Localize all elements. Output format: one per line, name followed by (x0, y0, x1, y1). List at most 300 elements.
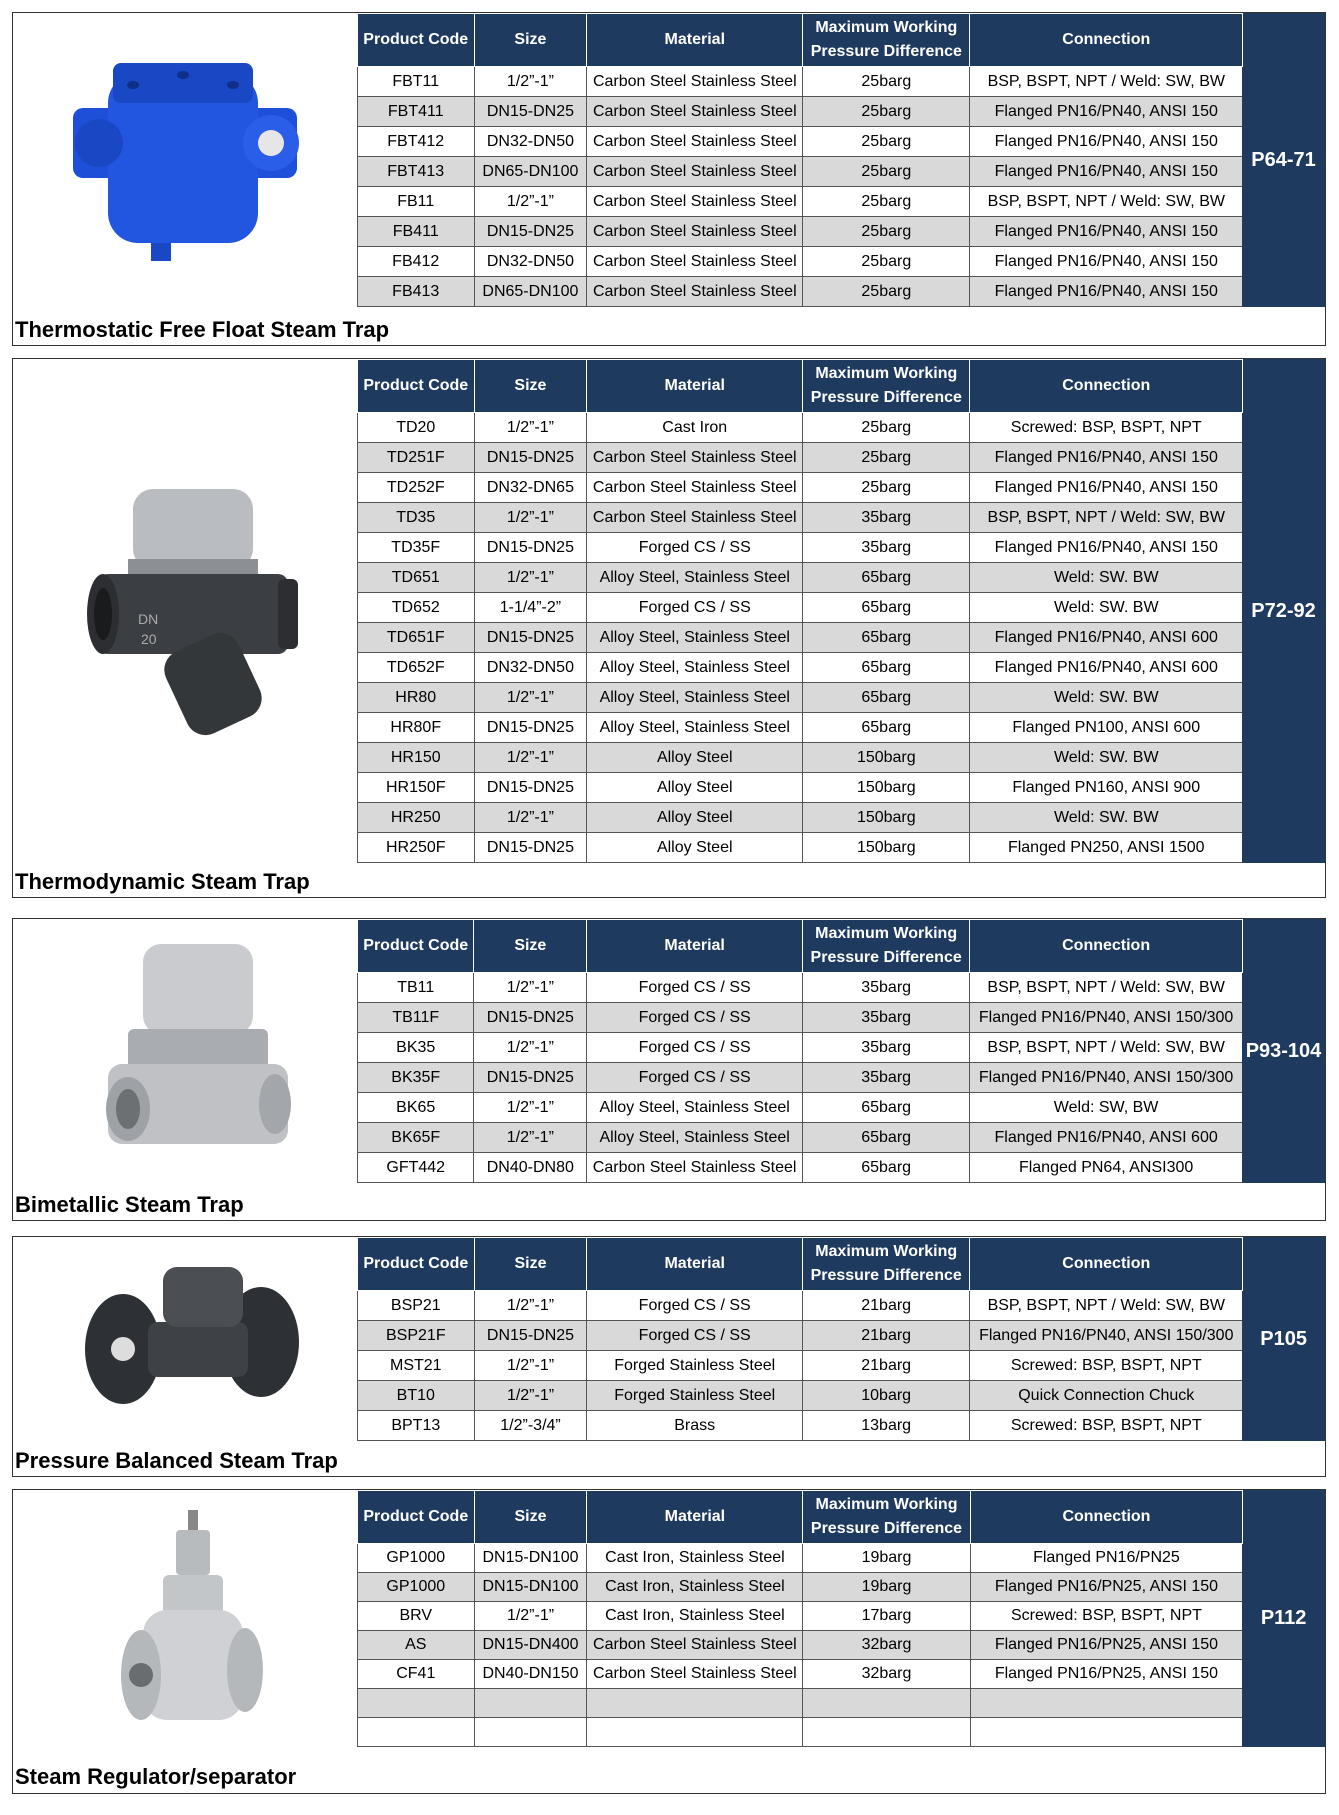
pressure-cell: 65barg (803, 1123, 970, 1153)
product-code-cell (358, 1718, 475, 1747)
header-material: Material (587, 1491, 803, 1544)
pressure-cell: 35barg (803, 533, 970, 563)
section-regulator (12, 1489, 1326, 1794)
pressure-cell: 35barg (803, 973, 970, 1003)
table-row (358, 773, 1325, 803)
product-table (357, 1237, 1325, 1441)
table-row (358, 1321, 1325, 1351)
connection-cell: BSP, BSPT, NPT / Weld: SW, BW (970, 1291, 1243, 1321)
size-cell: DN15-DN100 (474, 1544, 587, 1573)
product-code-cell: TD35 (358, 503, 475, 533)
table-row (358, 1544, 1325, 1573)
product-code-cell: CF41 (358, 1660, 475, 1689)
connection-cell (970, 1689, 1243, 1718)
pressure-cell: 25barg (803, 413, 970, 443)
product-code-cell: FB413 (358, 277, 475, 307)
size-cell: 1/2”-1” (474, 803, 587, 833)
pressure-cell: 21barg (803, 1291, 970, 1321)
material-cell: Forged CS / SS (587, 1291, 803, 1321)
table-row (358, 473, 1325, 503)
pressure-cell: 65barg (803, 683, 970, 713)
table-row (358, 1631, 1325, 1660)
table-row (358, 1291, 1325, 1321)
product-table (357, 919, 1325, 1183)
spec-table (357, 919, 1325, 1183)
table-header-row (358, 14, 1325, 67)
material-cell: Cast Iron, Stainless Steel (587, 1573, 803, 1602)
size-cell: 1/2”-1” (474, 1381, 587, 1411)
material-cell: Carbon Steel Stainless Steel (587, 67, 803, 97)
page-reference: P72-92 (1243, 360, 1325, 863)
spec-table (357, 13, 1325, 307)
header-product-code: Product Code (358, 1491, 475, 1544)
size-cell: 1/2”-1” (474, 973, 587, 1003)
table-row (358, 187, 1325, 217)
section-free-float (12, 12, 1326, 346)
product-code-cell: BPT13 (358, 1411, 475, 1441)
connection-cell: Flanged PN16/PN40, ANSI 150 (970, 443, 1243, 473)
material-cell: Carbon Steel Stainless Steel (587, 503, 803, 533)
table-row (358, 67, 1325, 97)
size-cell: 1/2”-1” (474, 1602, 587, 1631)
header-connection: Connection (970, 1238, 1243, 1291)
product-code-cell: MST21 (358, 1351, 475, 1381)
product-code-cell: TD35F (358, 533, 475, 563)
connection-cell: Flanged PN64, ANSI300 (970, 1153, 1243, 1183)
pressure-cell: 32barg (803, 1660, 970, 1689)
pressure-cell: 35barg (803, 1033, 970, 1063)
size-cell: DN15-DN25 (474, 713, 587, 743)
connection-cell: BSP, BSPT, NPT / Weld: SW, BW (970, 67, 1243, 97)
connection-cell: Weld: SW. BW (970, 563, 1243, 593)
connection-cell: Screwed: BSP, BSPT, NPT (970, 413, 1243, 443)
section-title: Thermodynamic Steam Trap (15, 869, 310, 894)
material-cell: Cast Iron, Stainless Steel (587, 1602, 803, 1631)
table-row (358, 1093, 1325, 1123)
product-code-cell: HR250F (358, 833, 475, 863)
pressure-cell: 21barg (803, 1351, 970, 1381)
size-cell: DN15-DN25 (474, 1003, 587, 1033)
table-row (358, 247, 1325, 277)
material-cell: Alloy Steel (587, 803, 803, 833)
connection-cell (970, 1718, 1243, 1747)
size-cell (474, 1718, 587, 1747)
header-size: Size (474, 1238, 587, 1291)
connection-cell: Screwed: BSP, BSPT, NPT (970, 1602, 1243, 1631)
connection-cell: Flanged PN16/PN40, ANSI 150 (970, 157, 1243, 187)
table-row (358, 1411, 1325, 1441)
connection-cell: BSP, BSPT, NPT / Weld: SW, BW (970, 1033, 1243, 1063)
connection-cell: Flanged PN16/PN40, ANSI 150/300 (970, 1321, 1243, 1351)
size-cell: 1/2”-1” (474, 563, 587, 593)
header-connection: Connection (970, 360, 1243, 413)
product-table (357, 1490, 1325, 1747)
pressure-cell: 19barg (803, 1544, 970, 1573)
pressure-cell: 19barg (803, 1573, 970, 1602)
table-row (358, 1718, 1325, 1747)
table-row (358, 1660, 1325, 1689)
bimetallic-trap-image (13, 919, 357, 1184)
connection-cell: Flanged PN16/PN40, ANSI 600 (970, 623, 1243, 653)
pressure-cell: 25barg (803, 473, 970, 503)
size-cell: 1/2”-1” (474, 743, 587, 773)
pressure-cell: 65barg (803, 653, 970, 683)
connection-cell: Weld: SW. BW (970, 593, 1243, 623)
connection-cell: BSP, BSPT, NPT / Weld: SW, BW (970, 973, 1243, 1003)
material-cell: Forged CS / SS (587, 593, 803, 623)
page-reference: P93-104 (1243, 920, 1325, 1183)
page-reference: P105 (1243, 1238, 1325, 1441)
pressure-cell: 150barg (803, 833, 970, 863)
material-cell: Carbon Steel Stainless Steel (587, 97, 803, 127)
material-cell: Carbon Steel Stainless Steel (587, 443, 803, 473)
product-code-cell: FB11 (358, 187, 475, 217)
product-code-cell: AS (358, 1631, 475, 1660)
material-cell: Forged CS / SS (587, 1033, 803, 1063)
header-connection: Connection (970, 1491, 1243, 1544)
pressure-cell: 17barg (803, 1602, 970, 1631)
section-title: Steam Regulator/separator (15, 1764, 297, 1789)
size-cell: 1-1/4”-2” (474, 593, 587, 623)
size-cell: 1/2”-1” (474, 187, 587, 217)
header-material: Material (587, 1238, 803, 1291)
pressure-cell: 65barg (803, 1093, 970, 1123)
blue-float-trap-image (13, 13, 357, 313)
header-connection: Connection (970, 920, 1243, 973)
table-row (358, 683, 1325, 713)
material-cell: Alloy Steel, Stainless Steel (587, 683, 803, 713)
table-header-row (358, 920, 1325, 973)
product-code-cell: BT10 (358, 1381, 475, 1411)
table-row (358, 1123, 1325, 1153)
steam-regulator-image (13, 1490, 357, 1755)
size-cell: 1/2”-3/4” (474, 1411, 587, 1441)
size-cell: 1/2”-1” (474, 1093, 587, 1123)
table-row (358, 503, 1325, 533)
product-code-cell: HR250 (358, 803, 475, 833)
material-cell: Carbon Steel Stainless Steel (587, 1631, 803, 1660)
pressure-cell: 150barg (803, 743, 970, 773)
size-cell: DN15-DN400 (474, 1631, 587, 1660)
size-cell: 1/2”-1” (474, 1123, 587, 1153)
table-row (358, 277, 1325, 307)
product-code-cell: BK35F (358, 1063, 474, 1093)
pressure-cell: 25barg (803, 443, 970, 473)
material-cell: Carbon Steel Stainless Steel (587, 277, 803, 307)
table-row (358, 1153, 1325, 1183)
header-product-code: Product Code (358, 14, 475, 67)
table-row (358, 1351, 1325, 1381)
header-connection: Connection (970, 14, 1243, 67)
size-cell (474, 1689, 587, 1718)
connection-cell: Flanged PN250, ANSI 1500 (970, 833, 1243, 863)
product-code-cell: FB411 (358, 217, 475, 247)
material-cell: Forged Stainless Steel (587, 1351, 803, 1381)
section-title: Bimetallic Steam Trap (15, 1192, 244, 1217)
table-row (358, 803, 1325, 833)
table-row (358, 593, 1325, 623)
table-header-row (358, 1238, 1325, 1291)
pressure-cell: 35barg (803, 1003, 970, 1033)
material-cell: Carbon Steel Stainless Steel (587, 157, 803, 187)
product-code-cell: FBT413 (358, 157, 475, 187)
table-row (358, 413, 1325, 443)
table-header-row (358, 360, 1325, 413)
product-code-cell: BK65 (358, 1093, 474, 1123)
pressure-cell: 21barg (803, 1321, 970, 1351)
connection-cell: Flanged PN16/PN25 (970, 1544, 1243, 1573)
header-material: Material (587, 920, 803, 973)
table-row (358, 127, 1325, 157)
size-cell: DN15-DN25 (474, 217, 587, 247)
pressure-cell: 65barg (803, 1153, 970, 1183)
product-table (357, 359, 1325, 863)
material-cell: Alloy Steel (587, 833, 803, 863)
size-cell: 1/2”-1” (474, 413, 587, 443)
size-cell: DN15-DN25 (474, 443, 587, 473)
header-pressure: Maximum Working Pressure Difference (803, 360, 970, 413)
product-code-cell: TD252F (358, 473, 475, 503)
pressure-cell: 150barg (803, 773, 970, 803)
material-cell: Alloy Steel, Stainless Steel (587, 1093, 803, 1123)
product-code-cell: GP1000 (358, 1544, 475, 1573)
size-cell: DN32-DN65 (474, 473, 587, 503)
pressure-cell: 65barg (803, 563, 970, 593)
table-row (358, 833, 1325, 863)
connection-cell: Weld: SW. BW (970, 683, 1243, 713)
size-cell: 1/2”-1” (474, 683, 587, 713)
pressure-cell: 25barg (803, 67, 970, 97)
header-product-code: Product Code (358, 920, 474, 973)
size-cell: 1/2”-1” (474, 67, 587, 97)
product-code-cell: TD652 (358, 593, 475, 623)
header-material: Material (587, 360, 803, 413)
material-cell: Alloy Steel, Stainless Steel (587, 713, 803, 743)
size-cell: DN15-DN25 (474, 773, 587, 803)
product-code-cell: TD20 (358, 413, 475, 443)
size-cell: DN15-DN25 (474, 533, 587, 563)
table-row (358, 1003, 1325, 1033)
product-code-cell: BRV (358, 1602, 475, 1631)
connection-cell: Screwed: BSP, BSPT, NPT (970, 1351, 1243, 1381)
size-cell: DN40-DN80 (474, 1153, 587, 1183)
size-cell: 1/2”-1” (474, 1351, 587, 1381)
pressure-cell: 65barg (803, 593, 970, 623)
table-row (358, 1063, 1325, 1093)
table-row (358, 563, 1325, 593)
size-cell: 1/2”-1” (474, 1291, 587, 1321)
product-code-cell: BSP21F (358, 1321, 475, 1351)
table-row (358, 713, 1325, 743)
connection-cell: Flanged PN100, ANSI 600 (970, 713, 1243, 743)
size-cell: DN15-DN25 (474, 1321, 587, 1351)
connection-cell: Flanged PN16/PN40, ANSI 150/300 (970, 1063, 1243, 1093)
header-size: Size (474, 920, 587, 973)
pressure-cell: 25barg (803, 127, 970, 157)
spec-table (357, 1237, 1325, 1441)
connection-cell: Flanged PN16/PN40, ANSI 150 (970, 97, 1243, 127)
material-cell: Carbon Steel Stainless Steel (587, 1660, 803, 1689)
size-cell: DN15-DN25 (474, 623, 587, 653)
material-cell: Cast Iron, Stainless Steel (587, 1544, 803, 1573)
connection-cell: Flanged PN16/PN40, ANSI 150 (970, 533, 1243, 563)
header-material: Material (587, 14, 803, 67)
table-row (358, 97, 1325, 127)
material-cell (587, 1689, 803, 1718)
pressure-cell (803, 1689, 970, 1718)
product-code-cell: BK65F (358, 1123, 474, 1153)
spec-table (357, 1490, 1325, 1747)
pressure-cell (803, 1718, 970, 1747)
product-code-cell: HR80 (358, 683, 475, 713)
table-row (358, 1033, 1325, 1063)
connection-cell: BSP, BSPT, NPT / Weld: SW, BW (970, 187, 1243, 217)
pressure-cell: 35barg (803, 1063, 970, 1093)
connection-cell: Flanged PN16/PN40, ANSI 150 (970, 247, 1243, 277)
svg-text:20: 20 (141, 631, 157, 647)
product-code-cell: HR150 (358, 743, 475, 773)
size-cell: DN65-DN100 (474, 277, 587, 307)
header-size: Size (474, 1491, 587, 1544)
connection-cell: Quick Connection Chuck (970, 1381, 1243, 1411)
product-table (357, 13, 1325, 307)
pressure-cell: 13barg (803, 1411, 970, 1441)
table-row (358, 1689, 1325, 1718)
product-code-cell: FBT11 (358, 67, 475, 97)
pressure-cell: 65barg (803, 623, 970, 653)
connection-cell: Flanged PN16/PN40, ANSI 150 (970, 277, 1243, 307)
connection-cell: Weld: SW. BW (970, 743, 1243, 773)
connection-cell: Flanged PN160, ANSI 900 (970, 773, 1243, 803)
material-cell: Forged CS / SS (587, 973, 803, 1003)
header-size: Size (474, 360, 587, 413)
product-code-cell: TB11 (358, 973, 474, 1003)
product-code-cell: GP1000 (358, 1573, 475, 1602)
section-bimetallic (12, 918, 1326, 1221)
header-pressure: Maximum Working Pressure Difference (803, 1491, 970, 1544)
table-row (358, 623, 1325, 653)
product-code-cell: TD652F (358, 653, 475, 683)
section-thermodynamic (12, 358, 1326, 898)
material-cell: Carbon Steel Stainless Steel (587, 473, 803, 503)
table-row (358, 217, 1325, 247)
table-header-row (358, 1491, 1325, 1544)
svg-text:DN: DN (138, 611, 159, 627)
pressure-cell: 25barg (803, 187, 970, 217)
connection-cell: Flanged PN16/PN40, ANSI 150 (970, 217, 1243, 247)
material-cell: Forged Stainless Steel (587, 1381, 803, 1411)
size-cell: 1/2”-1” (474, 503, 587, 533)
connection-cell: Flanged PN16/PN40, ANSI 150/300 (970, 1003, 1243, 1033)
size-cell: DN40-DN150 (474, 1660, 587, 1689)
material-cell: Forged CS / SS (587, 533, 803, 563)
thermodynamic-trap-image (13, 359, 357, 859)
pressure-balanced-trap-image (13, 1237, 357, 1437)
page-reference: P64-71 (1243, 14, 1325, 307)
header-pressure: Maximum Working Pressure Difference (803, 14, 970, 67)
pressure-cell: 65barg (803, 713, 970, 743)
product-code-cell: BSP21 (358, 1291, 475, 1321)
size-cell: DN32-DN50 (474, 127, 587, 157)
pressure-cell: 25barg (803, 97, 970, 127)
material-cell: Alloy Steel, Stainless Steel (587, 563, 803, 593)
material-cell: Alloy Steel (587, 743, 803, 773)
product-code-cell: FBT412 (358, 127, 475, 157)
pressure-cell: 25barg (803, 157, 970, 187)
section-title: Pressure Balanced Steam Trap (15, 1448, 338, 1473)
connection-cell: Flanged PN16/PN40, ANSI 600 (970, 1123, 1243, 1153)
product-code-cell: BK35 (358, 1033, 474, 1063)
connection-cell: Screwed: BSP, BSPT, NPT (970, 1411, 1243, 1441)
size-cell: DN32-DN50 (474, 653, 587, 683)
table-row (358, 533, 1325, 563)
pressure-cell: 32barg (803, 1631, 970, 1660)
header-product-code: Product Code (358, 1238, 475, 1291)
product-code-cell: FBT411 (358, 97, 475, 127)
pressure-cell: 25barg (803, 277, 970, 307)
section-title: Thermostatic Free Float Steam Trap (15, 317, 390, 342)
material-cell: Alloy Steel, Stainless Steel (587, 623, 803, 653)
connection-cell: Flanged PN16/PN25, ANSI 150 (970, 1573, 1243, 1602)
header-size: Size (474, 14, 587, 67)
pressure-cell: 10barg (803, 1381, 970, 1411)
table-row (358, 1573, 1325, 1602)
product-code-cell: TD651F (358, 623, 475, 653)
spec-table (357, 359, 1325, 863)
pressure-cell: 25barg (803, 247, 970, 277)
material-cell: Carbon Steel Stainless Steel (587, 1153, 803, 1183)
material-cell: Forged CS / SS (587, 1003, 803, 1033)
size-cell: DN65-DN100 (474, 157, 587, 187)
header-product-code: Product Code (358, 360, 475, 413)
product-code-cell: HR80F (358, 713, 475, 743)
material-cell: Carbon Steel Stainless Steel (587, 187, 803, 217)
connection-cell: Weld: SW, BW (970, 1093, 1243, 1123)
size-cell: 1/2”-1” (474, 1033, 587, 1063)
size-cell: DN32-DN50 (474, 247, 587, 277)
material-cell: Forged CS / SS (587, 1063, 803, 1093)
connection-cell: Flanged PN16/PN40, ANSI 150 (970, 473, 1243, 503)
table-row (358, 653, 1325, 683)
table-row (358, 1602, 1325, 1631)
product-code-cell: TD651 (358, 563, 475, 593)
material-cell (587, 1718, 803, 1747)
pressure-cell: 35barg (803, 503, 970, 533)
material-cell: Alloy Steel, Stainless Steel (587, 1123, 803, 1153)
product-code-cell (358, 1689, 475, 1718)
product-code-cell: GFT442 (358, 1153, 474, 1183)
product-code-cell: TB11F (358, 1003, 474, 1033)
table-row (358, 973, 1325, 1003)
size-cell: DN15-DN25 (474, 1063, 587, 1093)
material-cell: Carbon Steel Stainless Steel (587, 217, 803, 247)
material-cell: Brass (587, 1411, 803, 1441)
size-cell: DN15-DN25 (474, 97, 587, 127)
material-cell: Cast Iron (587, 413, 803, 443)
connection-cell: Flanged PN16/PN25, ANSI 150 (970, 1631, 1243, 1660)
table-row (358, 443, 1325, 473)
table-row (358, 1381, 1325, 1411)
header-pressure: Maximum Working Pressure Difference (803, 1238, 970, 1291)
material-cell: Alloy Steel (587, 773, 803, 803)
product-code-cell: FB412 (358, 247, 475, 277)
material-cell: Carbon Steel Stainless Steel (587, 127, 803, 157)
connection-cell: Flanged PN16/PN40, ANSI 150 (970, 127, 1243, 157)
table-row (358, 743, 1325, 773)
connection-cell: Weld: SW. BW (970, 803, 1243, 833)
page-reference: P112 (1243, 1491, 1325, 1747)
product-code-cell: HR150F (358, 773, 475, 803)
